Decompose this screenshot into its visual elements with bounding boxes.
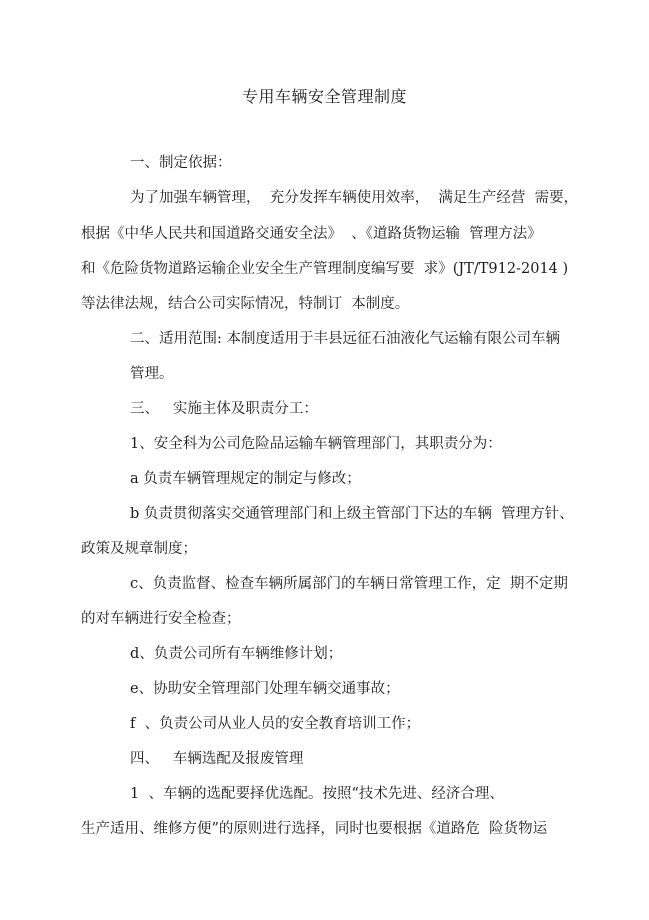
paragraph-line: 为了加强车辆管理， 充分发挥车辆使用效率， 满足生产经营 需要， bbox=[130, 190, 579, 206]
list-item: 1 、车辆的选配要择优选配。按照“技术先进、经济合理、 bbox=[130, 786, 504, 802]
paragraph-line: 和《危险货物道路运输企业安全生产管理制度编写要 求》(JT/T912-2014 ) bbox=[81, 261, 569, 277]
document-title: 专用车辆安全管理制度 bbox=[241, 87, 407, 106]
paragraph-line: 根据《中华人民共和国道路交通安全法》 、《道路货物运输 管理方法》 bbox=[81, 226, 542, 242]
list-item: 1、安全科为公司危险品运输车辆管理部门，其职责分为： bbox=[130, 436, 502, 452]
list-item: d、负责公司所有车辆维修计划； bbox=[130, 646, 343, 662]
heading-basis: 一、制定依据： bbox=[130, 155, 232, 171]
paragraph-line: 管理。 bbox=[130, 366, 174, 382]
paragraph-line: 的对车辆进行安全检查； bbox=[81, 611, 241, 627]
paragraph-line: 等法律法规，结合公司实际情况，特制订 本制度。 bbox=[81, 296, 410, 312]
list-item: f 、负责公司从业人员的安全教育培训工作； bbox=[130, 716, 421, 732]
list-item: e、协助安全管理部门处理车辆交通事故； bbox=[130, 681, 400, 697]
list-item: c、负责监督、检查车辆所属部门的车辆日常管理工作，定 期不定期 bbox=[130, 576, 568, 592]
heading-scope: 二、适用范围: 本制度适用于丰县远征石油液化气运输有限公司车辆 bbox=[130, 331, 560, 347]
heading-vehicle-selection: 四、 车辆选配及报废管理 bbox=[130, 751, 304, 767]
paragraph-line: 生产适用、维修方便”的原则进行选择，同时也要根据《道路危 险货物运 bbox=[81, 821, 548, 837]
paragraph-line: 政策及规章制度； bbox=[81, 541, 197, 557]
list-item: b 负责贯彻落实交通管理部门和上级主管部门下达的车辆 管理方针、 bbox=[130, 506, 574, 522]
list-item: a 负责车辆管理规定的制定与修改； bbox=[130, 471, 361, 487]
heading-responsibilities: 三、 实施主体及职责分工： bbox=[130, 401, 318, 417]
